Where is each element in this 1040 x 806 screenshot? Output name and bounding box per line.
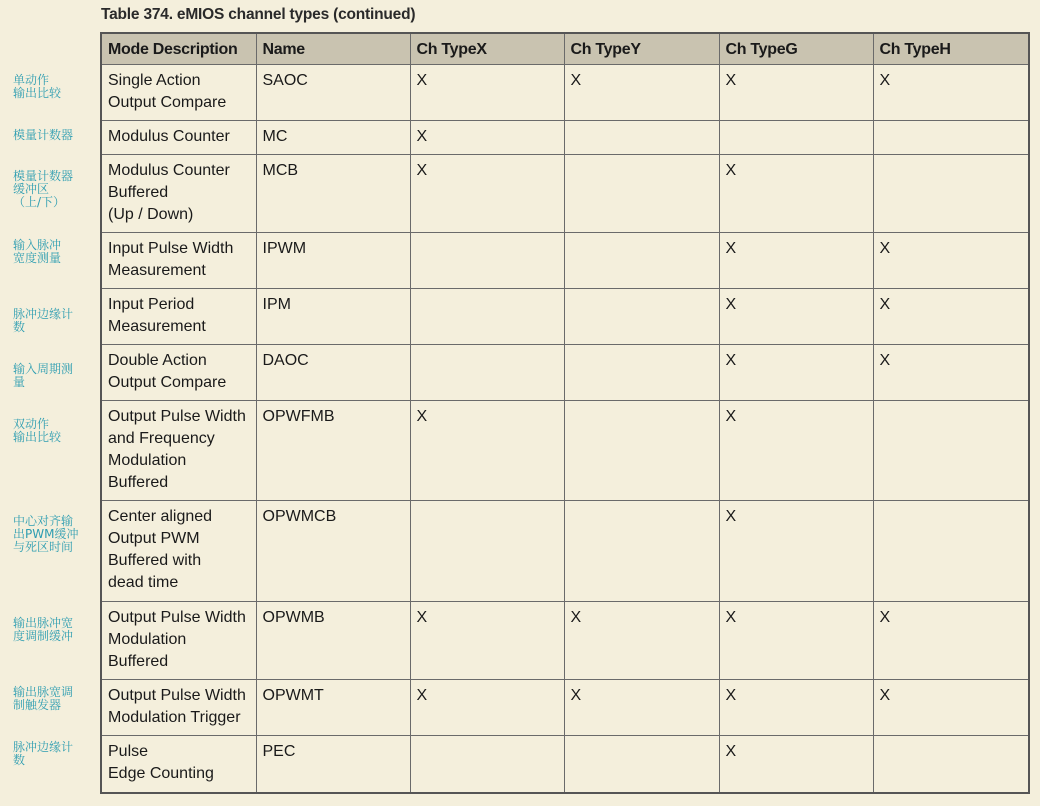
ch-typeg-cell: X	[719, 344, 873, 400]
annotation-note: 输出脉宽调 制触发器	[13, 685, 74, 712]
channel-types-table	[100, 32, 1030, 794]
mode-description: Input Period Measurement	[101, 288, 256, 344]
ch-typeh-cell: X	[873, 288, 1029, 344]
ch-typex-cell: X	[410, 120, 564, 154]
ch-typeh-cell: X	[873, 344, 1029, 400]
ch-typex-cell: X	[410, 601, 564, 679]
table-row	[101, 154, 1029, 232]
ch-typeh-cell	[873, 400, 1029, 500]
annotation-note: 双动作 输出比较	[13, 417, 62, 444]
ch-typex-cell	[410, 288, 564, 344]
mode-description: Center aligned Output PWM Buffered with dead time	[101, 500, 256, 601]
ch-typeh-cell: X	[873, 232, 1029, 288]
ch-typeh-cell	[873, 120, 1029, 154]
ch-typeg-cell: X	[719, 288, 873, 344]
ch-typeg-cell: X	[719, 735, 873, 793]
ch-typey-cell	[564, 500, 719, 601]
ch-typex-cell: X	[410, 400, 564, 500]
ch-typeh-cell	[873, 154, 1029, 232]
mode-name: IPM	[256, 288, 410, 344]
mode-name: OPWMT	[256, 679, 410, 735]
table-row	[101, 500, 1029, 601]
ch-typex-cell	[410, 232, 564, 288]
mode-description: Output Pulse Width and Frequency Modulation Buffered	[101, 400, 256, 500]
mode-name: OPWMCB	[256, 500, 410, 601]
ch-typey-cell: X	[564, 679, 719, 735]
ch-typex-cell	[410, 500, 564, 601]
mode-name: OPWMB	[256, 601, 410, 679]
ch-typey-cell	[564, 400, 719, 500]
ch-typeh-cell	[873, 500, 1029, 601]
mode-description: Input Pulse Width Measurement	[101, 232, 256, 288]
ch-typeg-cell: X	[719, 601, 873, 679]
ch-typeh-cell: X	[873, 679, 1029, 735]
header-ch-typeg: Ch TypeG	[719, 33, 873, 64]
ch-typeh-cell: X	[873, 601, 1029, 679]
mode-name: DAOC	[256, 344, 410, 400]
ch-typeg-cell: X	[719, 400, 873, 500]
header-ch-typeh: Ch TypeH	[873, 33, 1029, 64]
table-row	[101, 679, 1029, 735]
mode-name: PEC	[256, 735, 410, 793]
ch-typex-cell: X	[410, 64, 564, 120]
table-row	[101, 288, 1029, 344]
annotation-note: 输入脉冲 宽度测量	[13, 238, 62, 265]
mode-name: SAOC	[256, 64, 410, 120]
mode-description: Output Pulse Width Modulation Trigger	[101, 679, 256, 735]
mode-description: Single Action Output Compare	[101, 64, 256, 120]
mode-name: OPWFMB	[256, 400, 410, 500]
table-row	[101, 400, 1029, 500]
mode-description: Double Action Output Compare	[101, 344, 256, 400]
table-row	[101, 735, 1029, 793]
mode-name: IPWM	[256, 232, 410, 288]
ch-typey-cell: X	[564, 64, 719, 120]
ch-typeg-cell: X	[719, 64, 873, 120]
table-row	[101, 64, 1029, 120]
annotation-note: 单动作 输出比较	[13, 73, 62, 100]
header-ch-typey: Ch TypeY	[564, 33, 719, 64]
table-caption: Table 374. eMIOS channel types (continued)	[101, 6, 416, 23]
ch-typey-cell	[564, 735, 719, 793]
header-name: Name	[256, 33, 410, 64]
ch-typey-cell: X	[564, 601, 719, 679]
header-mode-description: Mode Description	[101, 33, 256, 64]
mode-name: MC	[256, 120, 410, 154]
ch-typex-cell: X	[410, 679, 564, 735]
ch-typey-cell	[564, 154, 719, 232]
table-row	[101, 601, 1029, 679]
mode-description: Modulus Counter	[101, 120, 256, 154]
ch-typex-cell: X	[410, 154, 564, 232]
mode-name: MCB	[256, 154, 410, 232]
header-ch-typex: Ch TypeX	[410, 33, 564, 64]
table-header-row	[101, 33, 1029, 64]
ch-typeg-cell	[719, 120, 873, 154]
ch-typex-cell	[410, 735, 564, 793]
ch-typeg-cell: X	[719, 154, 873, 232]
annotation-note: 脉冲边缘计 数	[13, 307, 74, 334]
annotation-note: 模量计数器	[13, 128, 74, 142]
ch-typeg-cell: X	[719, 232, 873, 288]
annotation-note: 中心对齐输 出PWM缓冲 与死区时间	[13, 514, 79, 554]
ch-typey-cell	[564, 120, 719, 154]
annotation-note: 输入周期测 量	[13, 362, 74, 389]
ch-typey-cell	[564, 344, 719, 400]
mode-description: Pulse Edge Counting	[101, 735, 256, 793]
ch-typeg-cell: X	[719, 679, 873, 735]
ch-typeg-cell: X	[719, 500, 873, 601]
mode-description: Output Pulse Width Modulation Buffered	[101, 601, 256, 679]
annotation-note: 输出脉冲宽 度调制缓冲	[13, 616, 74, 643]
table-row	[101, 344, 1029, 400]
ch-typeh-cell	[873, 735, 1029, 793]
ch-typey-cell	[564, 288, 719, 344]
ch-typex-cell	[410, 344, 564, 400]
ch-typey-cell	[564, 232, 719, 288]
table-row	[101, 232, 1029, 288]
ch-typeh-cell: X	[873, 64, 1029, 120]
annotation-note: 模量计数器 缓冲区 （上/下）	[13, 169, 74, 209]
annotation-note: 脉冲边缘计 数	[13, 740, 74, 767]
table-row	[101, 120, 1029, 154]
mode-description: Modulus Counter Buffered (Up / Down)	[101, 154, 256, 232]
